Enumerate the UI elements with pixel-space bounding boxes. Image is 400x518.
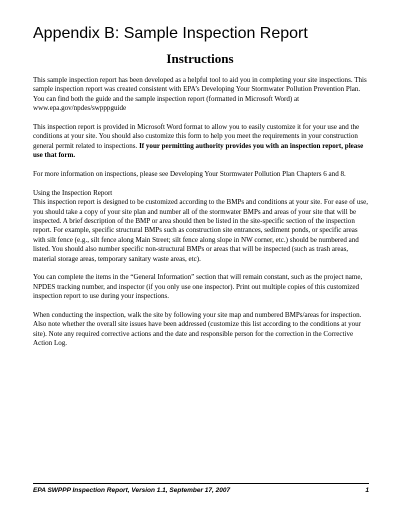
- instructions-heading: Instructions: [166, 51, 234, 66]
- permitting-authority-note: If your permitting authority provides you with an inspection report, please use that form.: [33, 141, 364, 160]
- appendix-title: Appendix B: Sample Inspection Report: [33, 25, 308, 42]
- intro-paragraph: This sample inspection report has been developed as a helpful tool to aid you in completing your site inspections. This sample inspection report was created consistent with EPA’s Developing Your Stormwater Pollution Prevention Plan. You can find both the guide and the sample inspection report (formatted in Microsoft Word) at www.epa.gov/npdes/swpppguide: [33, 76, 367, 113]
- document-body: [33, 76, 369, 358]
- format-paragraph: [33, 123, 369, 161]
- more-info-paragraph: For more information on inspections, please see Developing Your Stormwater Pollution Plan Chapters 6 and 8.: [33, 170, 346, 179]
- conducting-inspection-paragraph: When conducting the inspection, walk the site by following your site map and numbered BMPs/areas for inspection. Also note whether the overall site issues have been addressed (customize this list according to the conditions at your site). Note any required corrective actions and the date and responsible person for the correction in the Corrective Action Log.: [33, 311, 362, 348]
- format-paragraph-text: This inspection report is provided in Microsoft Word format to allow you to easily customize it for your use and the conditions at your site. You should also customize this form to help you meet the requirements in your construction general permit related to inspections.: [33, 123, 360, 150]
- footer-version-text: EPA SWPPP Inspection Report, Version 1.1, September 17, 2007: [33, 487, 231, 494]
- page-number: 1: [365, 487, 369, 494]
- using-report-paragraph: This inspection report is designed to be customized according to the BMPs and conditions at your site. For ease of use, you should take a copy of your site plan and number all of the stormwater BMPs and areas of your site that will be inspected. A brief description of the BMP or area should then be listed in the site-specific section of the inspection report. For example, specific structural BMPs such as construction site entrances, sediment ponds, or specific areas with silt fence (e.g., silt fence along Main Street; silt fence along slope in NW corner, etc.) should be numbered and listed. You should also number specific non-structural BMPs or areas that will be inspected (such as trash areas, material storage areas, temporary sanitary waste areas, etc).: [33, 198, 369, 263]
- general-info-paragraph: You can complete the items in the “General Information” section that will remain constant, such as the project name, NPDES tracking number, and inspector (if you only use one inspector). Print out multiple copies of this customized inspection report to use during your inspections.: [33, 273, 363, 301]
- footer-divider: [33, 483, 369, 484]
- section-heading-using-report: Using the Inspection Report: [33, 188, 113, 197]
